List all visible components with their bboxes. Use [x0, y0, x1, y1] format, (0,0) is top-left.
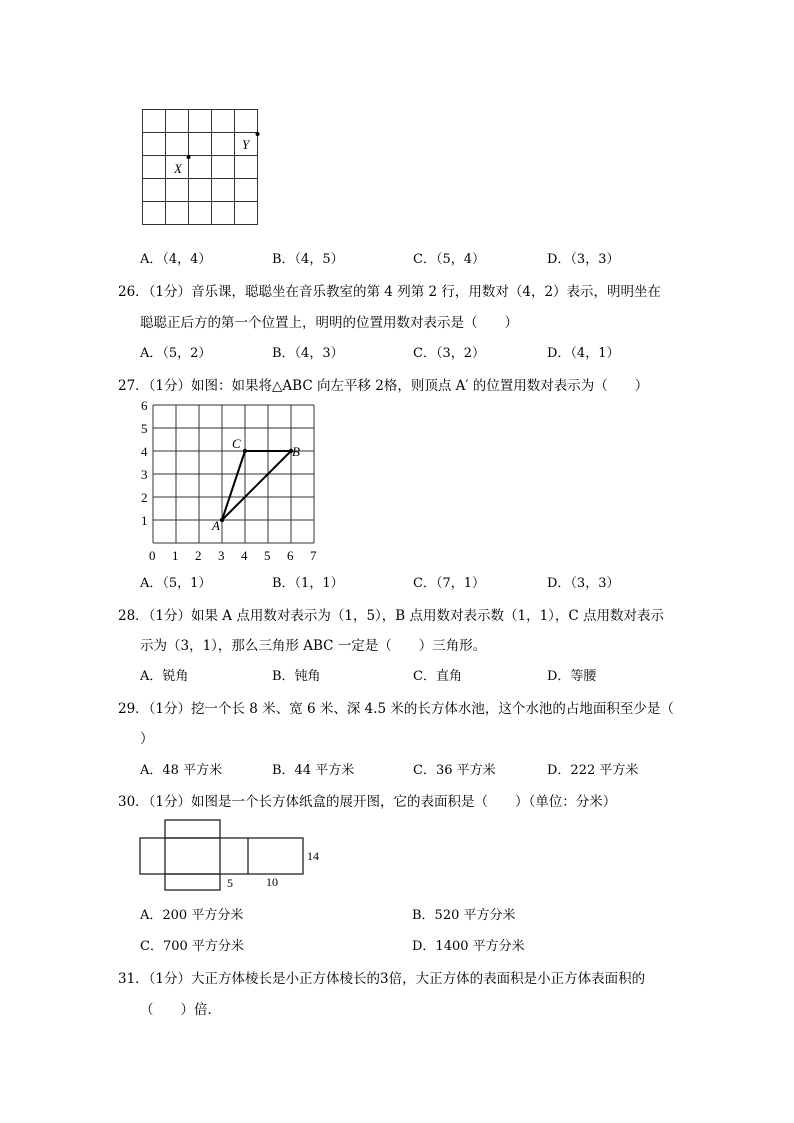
q26-options — [140, 342, 700, 362]
x-tick-label: 3 — [218, 548, 225, 563]
q25-grid-figure — [140, 107, 265, 231]
q27-coordinate-chart — [138, 398, 323, 564]
x-tick-label: 1 — [172, 548, 179, 563]
y-tick-label: 2 — [141, 490, 148, 505]
q26-option-c[interactable]: C．（3，2） — [413, 346, 485, 361]
x-tick-label: 4 — [241, 548, 248, 563]
q27-option-a[interactable]: A．（5，1） — [140, 576, 212, 591]
q25-options — [140, 248, 700, 268]
q27-text-line1: 27．（1分）如图：如果将△ABC 向左平移 2格，则顶点 A′ 的位置用数对表示为（ ） — [118, 378, 649, 394]
q29-option-a[interactable]: A．48 平方米 — [140, 763, 223, 778]
q27-options — [140, 572, 700, 592]
q29-options — [140, 759, 700, 779]
q31-text-line1: 31．（1分）大正方体棱长是小正方体棱长的3倍，大正方体的表面积是小正方体表面积的 — [118, 971, 646, 987]
q25-option-c[interactable]: C．（5，4） — [413, 252, 485, 267]
q28-option-a[interactable]: A．锐角 — [140, 669, 189, 684]
q30-option-c[interactable]: C．700 平方分米 — [140, 939, 244, 954]
y-tick-label: 5 — [141, 421, 148, 436]
q29-text-line2: ） — [140, 731, 154, 747]
q30-options-row2 — [140, 935, 700, 955]
q29-option-c[interactable]: C．36 平方米 — [413, 763, 496, 778]
point-label-a: A — [212, 518, 220, 533]
label-10: 10 — [266, 875, 278, 889]
x-tick-label: 5 — [264, 548, 271, 563]
q28-option-c[interactable]: C．直角 — [413, 669, 462, 684]
q29-option-d[interactable]: D．222 平方米 — [547, 763, 639, 778]
q28-option-b[interactable]: B．钝角 — [272, 669, 321, 684]
q26-option-a[interactable]: A．（5，2） — [140, 346, 212, 361]
segment-AB — [222, 451, 291, 520]
q25-option-b[interactable]: B．（4，5） — [272, 252, 344, 267]
q28-text-line2: 示为（3，1），那么三角形 ABC 一定是（ ）三角形。 — [140, 638, 487, 654]
y-tick-label: 6 — [141, 398, 148, 413]
q25-option-d[interactable]: D．（3，3） — [547, 252, 620, 267]
q30-option-a[interactable]: A．200 平方分米 — [140, 908, 244, 923]
label-y: Y — [242, 137, 250, 152]
q26-text-line1: 26．（1分）音乐课，聪聪坐在音乐教室的第 4 列第 2 行，用数对（4，2）表示，明明坐在 — [118, 284, 662, 300]
point-y-dot — [256, 132, 260, 136]
point-label-b: B — [292, 444, 300, 459]
x-tick-label: 0 — [149, 548, 156, 563]
x-tick-label: 7 — [310, 548, 317, 563]
y-tick-label: 3 — [141, 467, 148, 482]
q29-option-b[interactable]: B．44 平方米 — [272, 763, 355, 778]
label-5: 5 — [227, 876, 233, 890]
q28-text-line1: 28．（1分）如果 A 点用数对表示为（1，5），B 点用数对表示数（1，1），C 点用数对表示 — [118, 608, 665, 624]
q27-option-b[interactable]: B．（1，1） — [272, 576, 344, 591]
x-tick-label: 6 — [287, 548, 294, 563]
q26-text-line2: 聪聪正后方的第一个位置上，明明的位置用数对表示是（ ） — [140, 315, 518, 331]
q30-option-b[interactable]: B．520 平方分米 — [412, 908, 516, 923]
q31-text-line2: （ ）倍. — [140, 1002, 212, 1018]
y-tick-label: 1 — [141, 513, 148, 528]
q25-option-a[interactable]: A．（4，4） — [140, 252, 212, 267]
label-x: X — [174, 161, 182, 176]
point-x-dot — [187, 155, 191, 159]
q28-option-d[interactable]: D．等腰 — [547, 669, 597, 684]
q29-text-line1: 29．（1分）挖一个长 8 米、宽 6 米、深 4.5 米的长方体水池，这个水池的占地面积至少是（ — [118, 701, 674, 717]
q30-text-line1: 30．（1分）如图是一个长方体纸盒的展开图，它的表面积是（ ）（单位：分米） — [118, 794, 617, 810]
q26-option-d[interactable]: D．（4，1） — [547, 346, 620, 361]
q30-box-net-figure — [136, 816, 326, 892]
x-tick-label: 2 — [195, 548, 202, 563]
point-label-c: C — [232, 436, 241, 451]
point-c — [243, 449, 247, 453]
q30-option-d[interactable]: D．1400 平方分米 — [412, 939, 525, 954]
q27-option-d[interactable]: D．（3，3） — [547, 576, 620, 591]
point-a — [220, 518, 224, 522]
label-14: 14 — [307, 849, 319, 863]
q30-options-row1 — [140, 904, 700, 924]
q28-options — [140, 665, 700, 685]
q26-option-b[interactable]: B．（4，3） — [272, 346, 344, 361]
q27-option-c[interactable]: C．（7，1） — [413, 576, 485, 591]
y-tick-label: 4 — [141, 444, 148, 459]
